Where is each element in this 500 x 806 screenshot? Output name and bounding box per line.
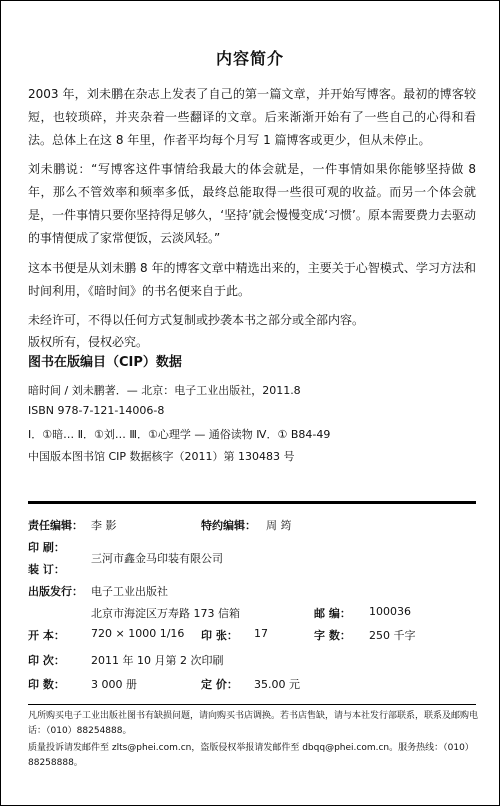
section-divider [28,501,476,504]
postcode-label: 邮 编： [314,607,351,620]
special-editor-value: 周 筠 [266,519,292,532]
cip-entry: 暗时间 / 刘未鹏著．— 北京：电子工业出版社，2011.8 [28,384,301,397]
address-value: 北京市海淀区万寿路 173 信箱 [91,607,240,620]
sheets-value: 17 [254,627,268,640]
print-label: 印 刷： [28,541,65,554]
intro-paragraph-2: 刘未鹏说：“写博客这件事情给我最大的体会就是，一件事情如果你能够坚持做 8 年，那么不管效率和频率多低，最终总能取得一些很可观的收益。而另一个体会就是，一件事情只要你坚持得足够久，‘坚持’就会慢慢变成‘习惯’。原本需要费力去驱动的事情便成了家常便饭，云淡风轻。” [28,162,476,245]
intro-paragraph-3: 这本书便是从刘未鹏 8 年的博客文章中精选出来的，主要关于心智模式、学习方法和时间利用，《暗时间》的书名便来自于此。 [28,261,476,298]
words-value: 250 千字 [369,629,416,642]
cip-record-number: 中国版本图书馆 CIP 数据核字（2011）第 130483 号 [28,450,295,463]
copies-value: 3 000 册 [91,678,137,691]
sheets-label: 印 张： [201,629,238,642]
copyright-notice: 未经许可，不得以任何方式复制或抄袭本书之部分或全部内容。 [28,313,365,327]
intro-paragraph-1: 2003 年，刘未鹏在杂志上发表了自己的第一篇文章，并开始写博客。最初的博客较短，也较琐碎，并夹杂着一些翻译的文章。后来渐渐开始有了一些自己的心得和看法。总体上在这 8 年里，作者平均每个月写 1 篇博客或更少，但从未停止。 [28,87,476,147]
publisher-label: 出版发行： [28,585,83,598]
publisher-value: 电子工业出版社 [91,585,168,598]
editor-value: 李 影 [91,519,117,532]
special-editor-label: 特约编辑： [201,519,256,532]
words-label: 字 数： [314,629,351,642]
printer-value: 三河市鑫金马印装有限公司 [91,552,223,565]
format-value: 720 × 1000 1/16 [91,627,185,640]
cip-heading: 图书在版编目（CIP）数据 [28,355,182,370]
rights-reserved: 版权所有，侵权必究。 [28,335,149,349]
copies-label: 印 数： [28,678,65,691]
price-label: 定 价： [201,678,238,691]
cip-isbn: ISBN 978-7-121-14006-8 [28,404,165,417]
postcode-value: 100036 [369,605,411,618]
footer-returns-notice: 凡所购买电子工业出版社图书有缺损问题，请向购买书店调换。若书店售缺，请与本社发行部联系，联系及邮购电话：（010）88254888。 [28,711,479,736]
footer-complaints-notice: 质量投诉请发邮件至 zlts@phei.com.cn，盗版侵权举报请发邮件至 dbqq@phei.com.cn。服务热线：（010）88258888。 [28,743,474,768]
binding-label: 装 订： [28,563,65,576]
format-label: 开 本： [28,629,65,642]
editor-label: 责任编辑： [28,519,83,532]
price-value: 35.00 元 [254,678,300,691]
edition-label: 印 次： [28,654,65,667]
footer-divider [28,704,476,705]
page-title: 内容简介 [215,49,284,68]
cip-classification: Ⅰ．①暗… Ⅱ．①刘… Ⅲ．①心理学 — 通俗读物 Ⅳ．① B84-49 [28,428,331,441]
edition-value: 2011 年 10 月第 2 次印刷 [91,654,224,667]
